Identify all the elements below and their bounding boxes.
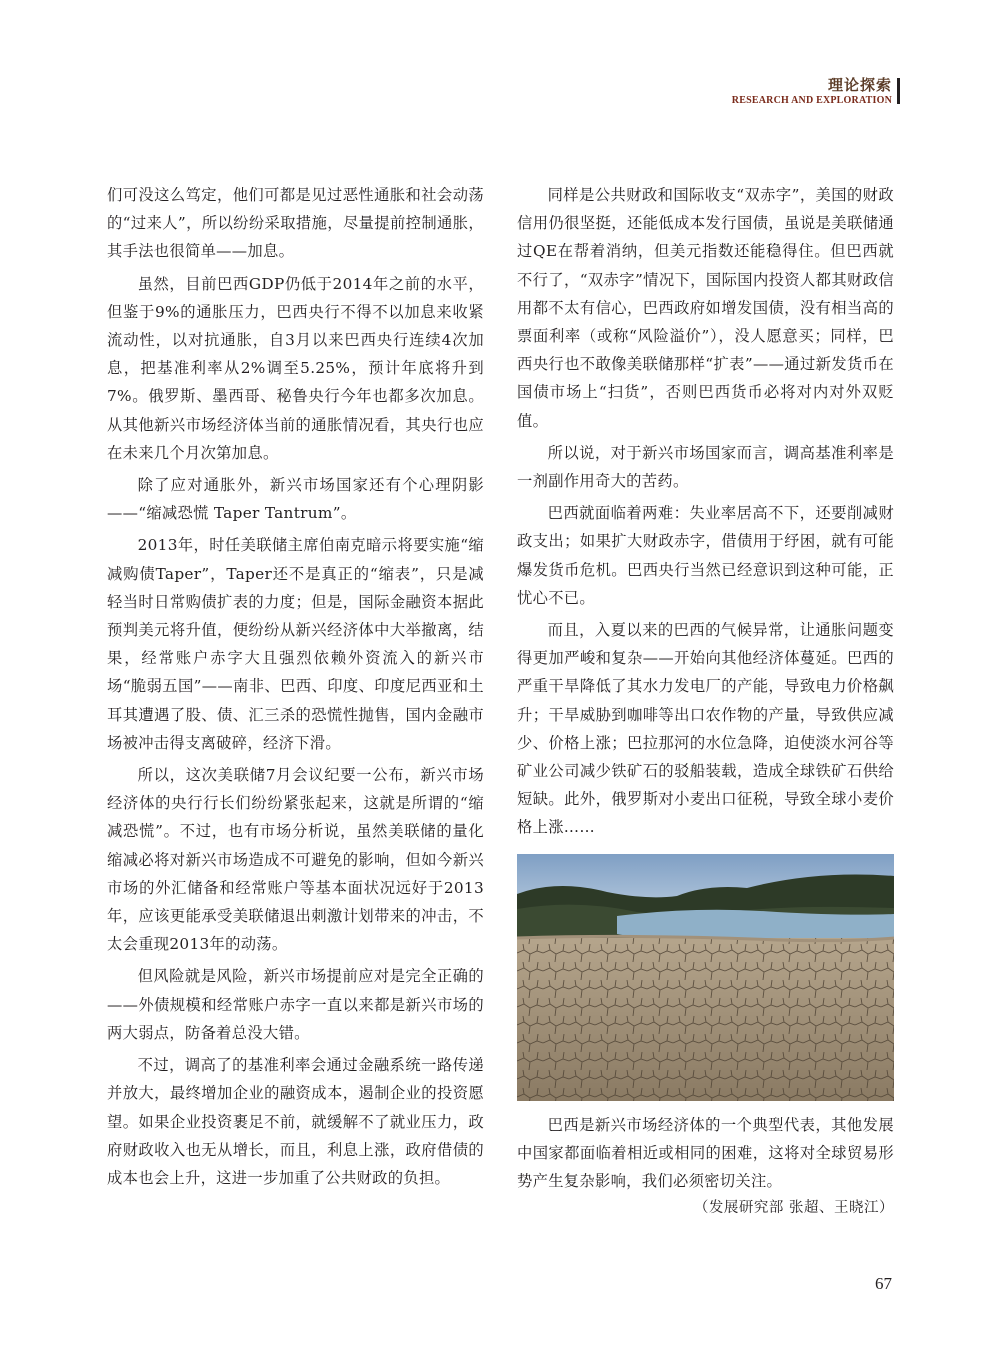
author-credit: （发展研究部 张超、王晓江） [693,1200,894,1217]
paragraph: 巴西是新兴市场经济体的一个典型代表，其他发展中国家都面临着相近或相同的困难，这将对全球贸易形势产生复杂影响，我们必须密切关注。 [517,1115,894,1191]
right-column [517,181,894,1221]
paragraph: 2013年，时任美联储主席伯南克暗示将要实施“缩减购债Taper”，Taper还不是真正的“缩表”，只是减轻当时日常购债扩表的力度；但是，国际金融资本据此预判美元将升值，便纷纷从新兴经济体中大举撤离，结果，经常账户赤字大且强烈依赖外资流入的新兴市场“脆弱五国”——南非、巴西、印度、印度尼西亚和土耳其遭遇了股、债、汇三杀的恐慌性抛售，国内金融市场被冲击得支离破碎，经济下滑。 [107,536,484,752]
section-title-en: RESEARCH AND EXPLORATION [731,95,892,106]
paragraph: 同样是公共财政和国际收支“双赤字”，美国的财政信用仍很坚挺，还能低成本发行国债，虽说是美联储通过QE在帮着消纳，但美元指数还能稳得住。但巴西就不行了，“双赤字”情况下，国际国内投资人都其财政信用都不太有信心，巴西政府如增发国债，没有相当高的票面利率（或称“风险溢价”），没人愿意买；同样，巴西央行也不敢像美联储那样“扩表”——通过新发货币在国债市场上“扫货”，否则巴西货币必将对内对外双贬值。 [517,186,894,430]
photo-illustration [517,854,894,1101]
paragraph: 而且，入夏以来的巴西的气候异常，让通胀问题变得更加严峻和复杂——开始向其他经济体蔓延。巴西的严重干旱降低了其水力发电厂的产能，导致电力价格飙升；干旱威胁到咖啡等出口农作物的产量，导致供应减少、价格上涨；巴拉那河的水位急降，迫使淡水河谷等矿业公司减少铁矿石的驳船装载，造成全球铁矿石供给短缺。此外，俄罗斯对小麦出口征税，导致全球小麦价格上涨…… [517,621,894,837]
header-divider [897,78,900,104]
paragraph: 不过，调高了的基准利率会通过金融系统一路传递并放大，最终增加企业的融资成本，遏制企业的投资愿望。如果企业投资裹足不前，就缓解不了就业压力，政府财政收入也无从增长，而且，利息上涨，政府借债的成本也会上升，这进一步加重了公共财政的负担。 [107,1056,484,1187]
paragraph: 但风险就是风险，新兴市场提前应对是完全正确的——外债规模和经常账户赤字一直以来都是新兴市场的两大弱点，防备着总没大错。 [107,967,484,1042]
paragraph: 虽然，目前巴西GDP仍低于2014年之前的水平，但鉴于9%的通胀压力，巴西央行不得不以加息来收紧流动性，以对抗通胀，自3月以来巴西央行连续4次加息，把基准利率从2%调至5.25%，预计年底将升到7%。俄罗斯、墨西哥、秘鲁央行今年也都多次加息。从其他新兴市场经济体当前的通胀情况看，其央行也应在未来几个月次第加息。 [107,274,484,462]
paragraph: 巴西就面临着两难：失业率居高不下，还要削减财政支出；如果扩大财政赤字，借债用于纾困，就有可能爆发货币危机。巴西央行当然已经意识到这种可能，正忧心不已。 [517,504,894,607]
paragraph: 所以，这次美联储7月会议纪要一公布，新兴市场经济体的央行行长们纷纷紧张起来，这就是所谓的“缩减恐慌”。不过，也有市场分析说，虽然美联储的量化缩减必将对新兴市场造成不可避免的影响，但如今新兴市场的外汇储备和经常账户等基本面状况远好于2013年，应该更能承受美联储退出刺激计划带来的冲击，不太会重现2013年的动荡。 [107,766,484,954]
left-column [107,181,484,1192]
page-number: 67 [875,1274,892,1293]
paragraph: 所以说，对于新兴市场国家而言，调高基准利率是一剂副作用奇大的苦药。 [517,443,894,491]
paragraph: 们可没这么笃定，他们可都是见过恶性通胀和社会动荡的“过来人”，所以纷纷采取措施，尽量提前控制通胀，其手法也很简单——加息。 [107,186,484,261]
section-title-cn: 理论探索 [827,76,892,94]
paragraph: 除了应对通胀外，新兴市场国家还有个心理阴影——“缩减恐慌 Taper Tantrum”。 [107,476,484,523]
drought-lake-photo [517,854,894,1101]
section-header [732,76,892,107]
